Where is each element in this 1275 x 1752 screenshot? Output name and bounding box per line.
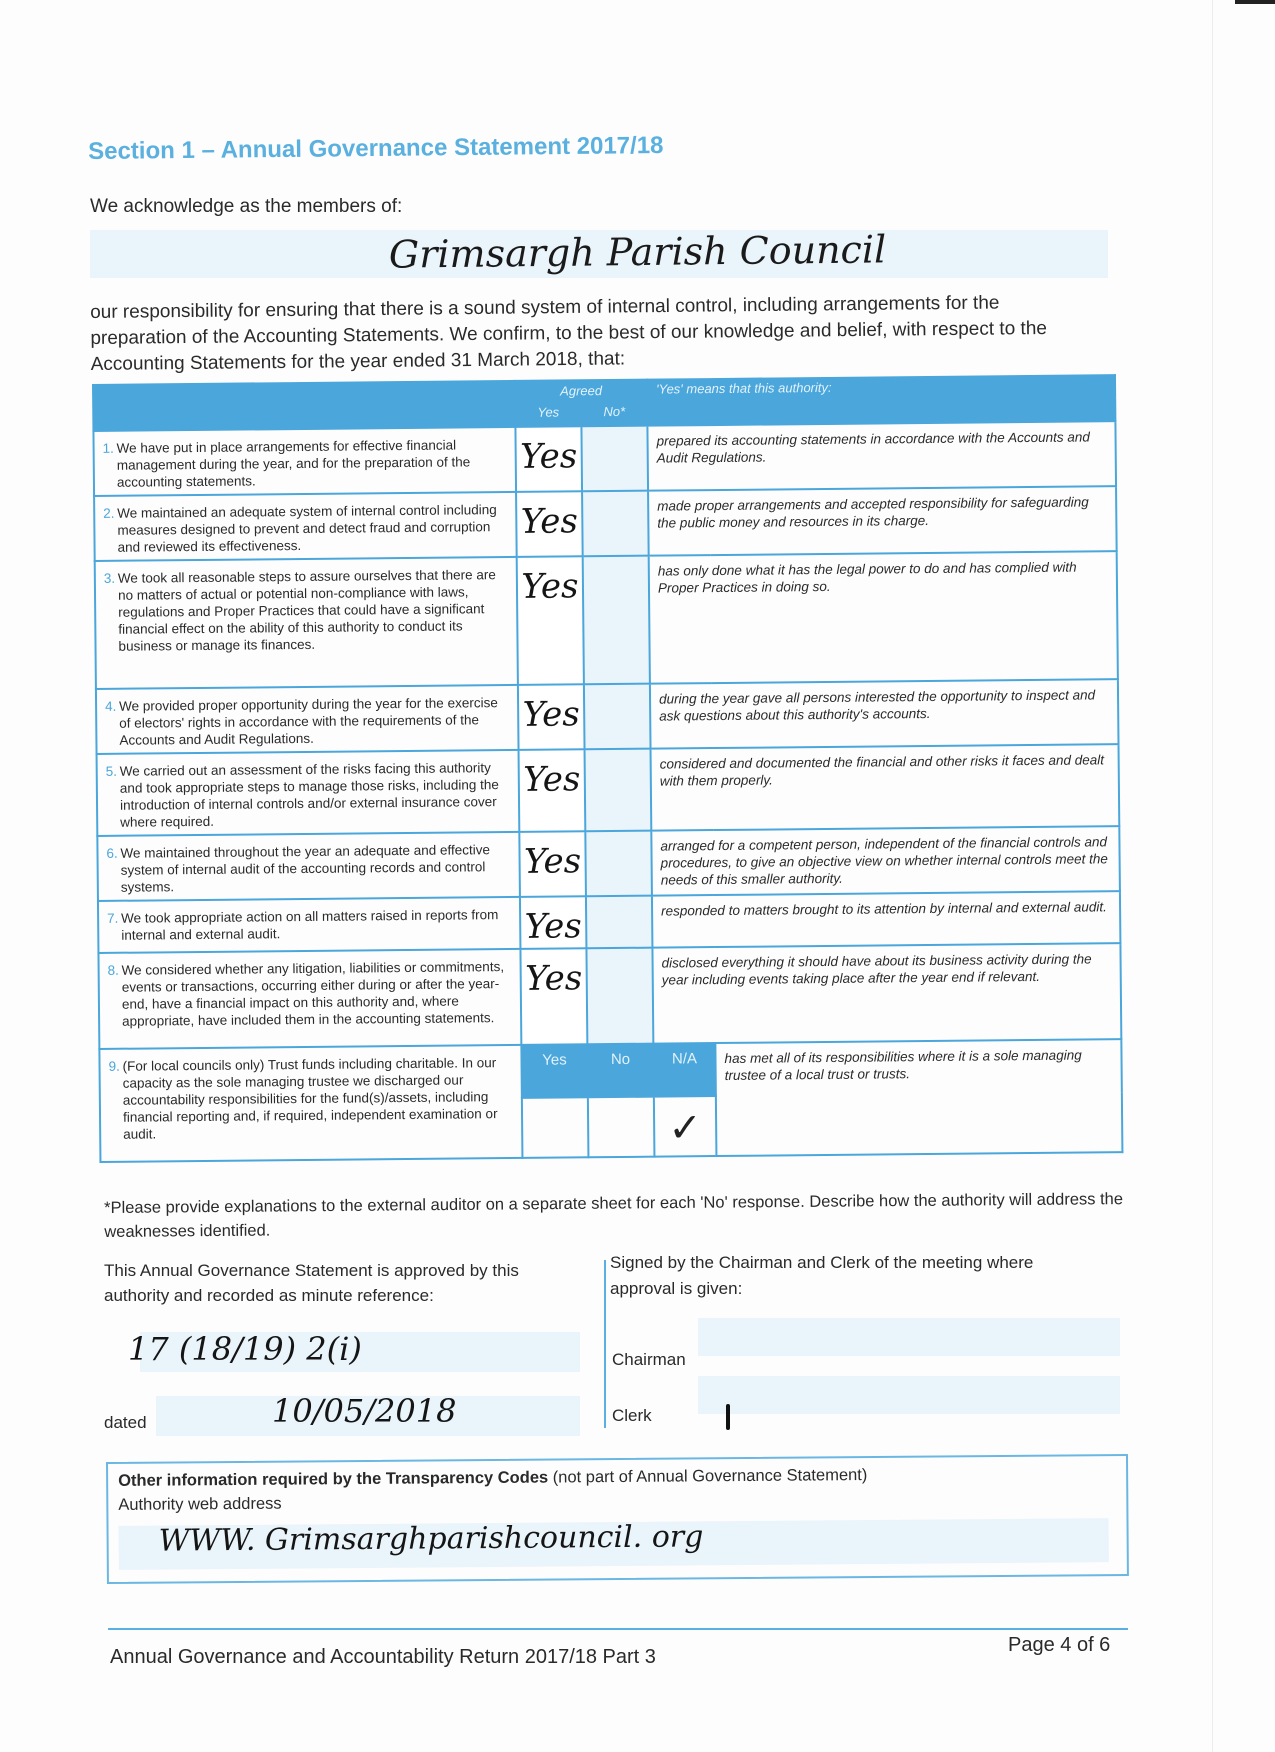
footnote: *Please provide explanations to the external auditor on a separate sheet for each 'No' response. Describe how the authority will address the weaknesses identified. (104, 1190, 1124, 1241)
footer-title: Annual Governance and Accountability Return 2017/18 Part 3 (110, 1646, 656, 1668)
no-answer-cell (586, 896, 653, 949)
row-statement: We maintained throughout the year an adequate and effective system of internal audit of the accounting records and control systems. (120, 842, 491, 895)
row-number: 8. (107, 962, 119, 978)
no-answer-cell (581, 426, 648, 492)
no-answer-cell (584, 684, 651, 750)
yes-answer: Yes (523, 759, 581, 800)
yes-answer: Yes (524, 906, 582, 947)
governance-table (92, 374, 1122, 1184)
signing-text: Signed by the Chairman and Clerk of the meeting where approval is given: (610, 1253, 1034, 1298)
table-row (97, 744, 1120, 836)
header-blank (93, 381, 515, 431)
row-statement: We considered whether any litigation, liabilities or commitments, events or transactions, occurring either during or after the year-end, have a financial impact on this authority and, where appropriate, have included them in the accounting statements. (121, 959, 505, 1029)
row-statement: We provided proper opportunity during the year for the exercise of electors' rights in accordance with the requirements of the Accounts and Audit Regulations. (119, 695, 498, 748)
web-address-label: Authority web address (118, 1494, 282, 1514)
yes-header: Yes (515, 402, 581, 427)
footer-rule (108, 1628, 1128, 1630)
table-row (93, 421, 1116, 496)
transparency-heading-note: (not part of Annual Governance Statement) (548, 1466, 868, 1487)
row-number: 5. (105, 763, 118, 779)
chairman-label: Chairman (612, 1350, 686, 1369)
row-number: 6. (106, 845, 118, 861)
transparency-box (106, 1454, 1129, 1584)
no-answer-cell (585, 831, 652, 897)
trust-na-header: N/A (653, 1043, 716, 1097)
no-header: No* (581, 402, 647, 427)
yes-answer: Yes (520, 501, 579, 542)
table-row (95, 551, 1118, 689)
page-number: Page 4 of 6 (1008, 1634, 1111, 1656)
trust-yes-header: Yes (521, 1044, 588, 1098)
row-statement: We have put in place arrangements for effective financial management during the year, and for the preparation of the accounting statements. (116, 437, 471, 490)
transparency-heading-bold: Other information required by the Transparency Codes (118, 1468, 549, 1490)
section-title: Section 1 – Annual Governance Statement 2017/18 (88, 131, 664, 165)
row-means: during the year gave all persons interested the opportunity to inspect and ask questions about this authority's accounts. (650, 679, 1119, 748)
approval-text: This Annual Governance Statement is approved by this authority and recorded as minute reference: (104, 1261, 519, 1305)
transparency-heading (118, 1466, 867, 1491)
yes-answer: Yes (522, 694, 580, 735)
table-row (97, 826, 1120, 901)
trust-yes-cell (522, 1097, 589, 1158)
yes-answer: Yes (519, 436, 578, 477)
yes-answer: Yes (525, 958, 583, 999)
means-header: 'Yes' means that this authority: (647, 375, 1115, 425)
row-means: arranged for a competent person, independent of the financial controls and procedures, to give an objective view on whether internal controls meet the needs of this smaller authority. (651, 826, 1120, 895)
table-row (96, 679, 1119, 754)
row-statement: We took appropriate action on all matters raised in reports from internal and external audit. (121, 907, 499, 943)
row-means: has met all of its responsibilities where it is a sole managing trustee of a local trust or trusts. (715, 1039, 1122, 1156)
table-row-9 (99, 1039, 1121, 1102)
row-number: 2. (103, 505, 115, 521)
row-number: 7. (107, 910, 119, 926)
trust-no-cell (588, 1097, 655, 1158)
row-means: made proper arrangements and accepted responsibility for safeguarding the public money and resources in its charge. (648, 486, 1117, 555)
row-statement: We carried out an assessment of the risks facing this authority and took appropriate steps to manage those risks, including the introduction of internal controls and/or external insurance cover where required. (119, 760, 499, 830)
trust-no-header: No (587, 1044, 654, 1098)
intro-paragraph: our responsibility for ensuring that there is a sound system of internal control, including arrangements for the preparation of the Accounting Statements. We confirm, to the best of our knowledge and belief, with respect to the Accounting Statements for the year ended 31 March 2018, that: (90, 292, 1048, 375)
clerk-label: Clerk (612, 1406, 652, 1425)
row-means: prepared its accounting statements in accordance with the Accounts and Audit Regulations. (647, 421, 1116, 490)
yes-answer: Yes (521, 566, 579, 607)
yes-answer: Yes (523, 841, 582, 882)
acknowledge-text: We acknowledge as the members of: (90, 196, 403, 217)
no-answer-cell (582, 491, 649, 557)
row-means: considered and documented the financial and other risks it faces and dealt with them properly. (651, 744, 1120, 830)
signature-divider (604, 1260, 606, 1428)
no-answer-cell (583, 556, 650, 685)
dated-value: 10/05/2018 (272, 1392, 457, 1430)
clerk-signature-field (698, 1376, 1120, 1414)
chairman-signature-field (698, 1318, 1120, 1356)
web-address-value: WWW. Grimsarghparishcouncil. org (158, 1519, 704, 1559)
row-means: has only done what it has the legal power to do and has complied with Proper Practices in doing so. (649, 551, 1118, 683)
no-answer-cell (586, 948, 653, 1045)
table-row (94, 486, 1117, 561)
row-statement: (For local councils only) Trust funds including charitable. In our capacity as the sole managing trustee we discharged our accountability responsibilities for the fund(s)/assets, including financial reporting and, if required, independent examination or audit. (122, 1055, 498, 1142)
dated-label: dated (104, 1413, 147, 1432)
row-number: 1. (102, 440, 114, 456)
row-statement: We took all reasonable steps to assure ourselves that there are no matters of actual or potential non-compliance with laws, regulations and Proper Practices that could have a significant financial effect on the ability of this authority to conduct its business or manage its finances. (117, 567, 496, 654)
row-number: 9. (108, 1058, 120, 1074)
clerk-signature (726, 1404, 730, 1430)
council-name: Grimsargh Parish Council (388, 227, 887, 277)
check-icon: ✓ (654, 1096, 717, 1157)
scan-corner-mark (1235, 0, 1275, 4)
row-means: disclosed everything it should have about its business activity during the year including events taking place after the year end if relevant. (652, 943, 1121, 1043)
row-number: 3. (103, 570, 116, 586)
no-answer-cell (585, 749, 652, 832)
row-number: 4. (105, 698, 117, 714)
row-statement: We maintained an adequate system of internal control including measures designed to prevent and detect fraud and corruption and reviewed its effectiveness. (117, 502, 497, 555)
row-means: responded to matters brought to its attention by internal and external audit. (652, 891, 1120, 947)
agreed-header: Agreed (515, 380, 647, 403)
minute-reference: 17 (18/19) 2(i) (128, 1330, 362, 1368)
table-row (98, 943, 1121, 1049)
